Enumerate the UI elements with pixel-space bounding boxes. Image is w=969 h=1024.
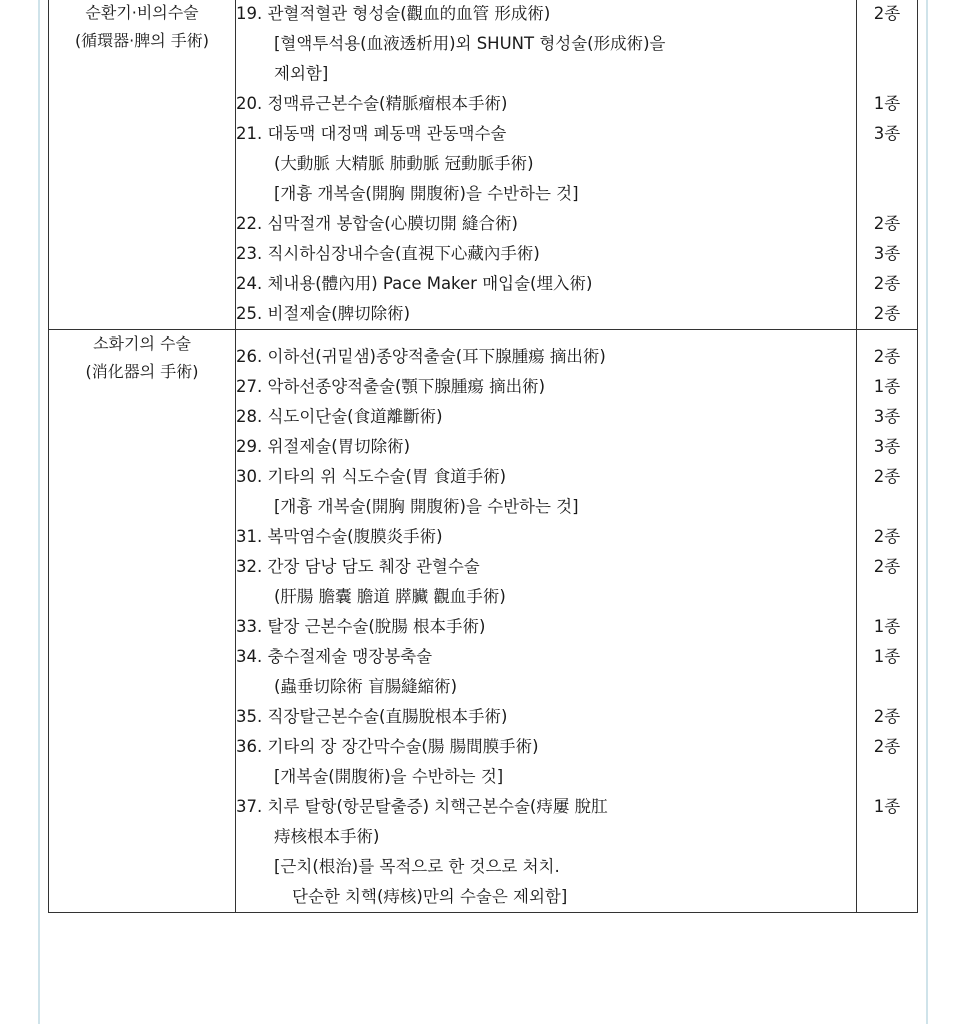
procedure-item: 27. 악하선종양적출술(顎下腺腫瘍 摘出術) [236,377,546,396]
procedure-item: 37. 치루 탈항(항문탈출증) 치핵근본수술(痔屢 脫肛 [236,797,608,816]
grade-value [857,149,917,179]
grade-value: 2종 [873,347,901,366]
top-spacer [236,330,856,342]
category-korean: 소화기의 수술 [93,334,191,353]
procedure-item: 29. 위절제술(胃切除術) [236,437,411,456]
grade-value [857,762,917,792]
procedure-item: 33. 탈장 근본수술(脫腸 根本手術) [236,617,486,636]
grade-value [857,29,917,59]
page-frame-left [38,0,40,1024]
procedure-note: 단순한 치핵(痔核)만의 수술은 제외함] [292,887,568,906]
procedure-item: 21. 대동맥 대정맥 폐동맥 관동맥수술 [236,124,507,143]
grade-value: 1종 [873,797,901,816]
procedure-item: 23. 직시하심장내수술(直視下心藏內手術) [236,244,540,263]
procedure-item: 24. 체내용(體內用) Pace Maker 매입술(埋入術) [236,274,593,293]
procedure-item: 36. 기타의 장 장간막수술(腸 腸間膜手術) [236,737,539,756]
category-korean: 순환기·비의수술 [85,3,199,22]
procedure-note: 痔核根本手術) [274,827,380,846]
procedure-note: (肝腸 膽囊 膽道 膵臟 觀血手術) [274,587,506,606]
grade-value: 3종 [873,124,901,143]
grade-value [857,672,917,702]
procedure-item: 31. 복막염수술(腹膜炎手術) [236,527,443,546]
procedure-item: 30. 기타의 위 식도수술(胃 食道手術) [236,467,507,486]
grade-value: 1종 [873,647,901,666]
procedure-item: 25. 비절제술(脾切除術) [236,304,411,323]
top-spacer [857,330,917,342]
procedure-note: [근치(根治)를 목적으로 한 것으로 처치. [274,857,560,876]
section-row-circulatory [49,0,918,330]
grade-value: 2종 [873,304,901,323]
procedure-item: 34. 충수절제술 맹장봉축술 [236,647,433,666]
grade-column [857,0,918,330]
grade-value [857,179,917,209]
grade-value [857,59,917,89]
grade-value: 3종 [873,437,901,456]
surgery-classification-table [48,0,918,913]
category-cell [49,0,236,330]
grade-value: 2종 [873,737,901,756]
procedure-note: [개흉 개복술(開胸 開腹術)을 수반하는 것] [274,184,579,203]
grade-column [857,330,918,913]
category-hanja: (循環器·脾의 手術) [74,31,210,50]
grade-value: 1종 [873,94,901,113]
section-row-digestive [49,330,918,913]
grade-value: 2종 [873,707,901,726]
grade-value: 2종 [873,467,901,486]
procedure-item: 26. 이하선(귀밑샘)종양적출술(耳下腺腫瘍 摘出術) [236,347,606,366]
grade-value [857,852,917,882]
procedure-note: (蟲垂切除術 盲腸縫縮術) [274,677,458,696]
procedure-list [236,0,857,330]
grade-value [857,492,917,522]
grade-value: 2종 [873,274,901,293]
grade-value: 2종 [873,214,901,233]
procedure-note: (大動脈 大精脈 肺動脈 冠動脈手術) [274,154,534,173]
grade-value [857,882,917,912]
procedure-item: 32. 간장 담낭 담도 췌장 관혈수술 [236,557,480,576]
grade-value: 2종 [873,4,901,23]
procedure-item: 22. 심막절개 봉합술(心膜切開 縫合術) [236,214,518,233]
procedure-list [236,330,857,913]
grade-value: 1종 [873,617,901,636]
procedure-note: [혈액투석용(血液透析用)외 SHUNT 형성술(形成術)을 [274,34,666,53]
category-hanja: (消化器의 手術) [85,362,199,381]
category-cell [49,330,236,913]
procedure-item: 35. 직장탈근본수술(直腸脫根本手術) [236,707,508,726]
grade-value: 3종 [873,244,901,263]
page-frame-right [926,0,928,1024]
procedure-note: 제외함] [274,64,329,83]
grade-value: 2종 [873,557,901,576]
procedure-item: 19. 관혈적혈관 형성술(觀血的血管 形成術) [236,4,551,23]
procedure-note: [개흉 개복술(開胸 開腹術)을 수반하는 것] [274,497,579,516]
grade-value [857,822,917,852]
grade-value [857,582,917,612]
procedure-item: 20. 정맥류근본수술(精脈瘤根本手術) [236,94,508,113]
procedure-item: 28. 식도이단술(食道離斷術) [236,407,443,426]
grade-value: 1종 [873,377,901,396]
grade-value: 3종 [873,407,901,426]
procedure-note: [개복술(開腹術)을 수반하는 것] [274,767,504,786]
grade-value: 2종 [873,527,901,546]
